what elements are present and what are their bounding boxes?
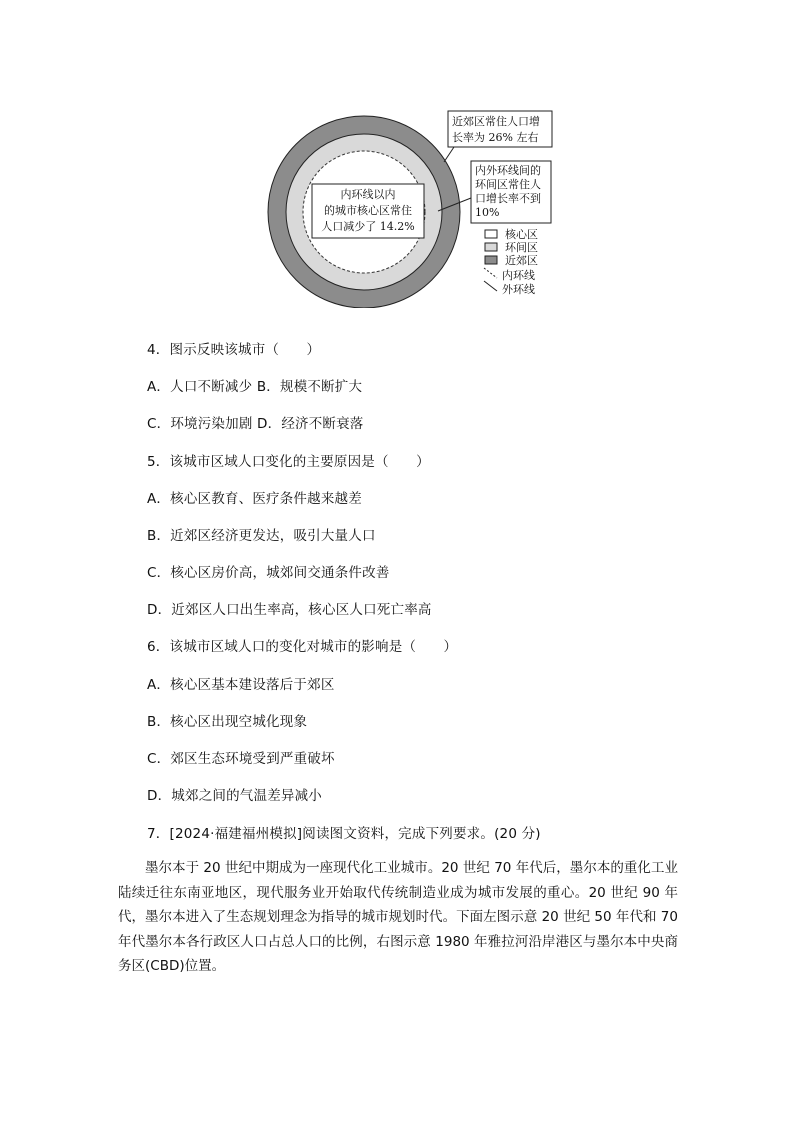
question-5-option-a: A．核心区教育、医疗条件越来越差 xyxy=(147,491,362,507)
question-6-option-d: D．城郊之间的气温差异减小 xyxy=(147,788,322,804)
ring-callout-line-1: 内外环线间的 xyxy=(475,164,541,177)
legend-outer-line-symbol xyxy=(484,281,497,291)
core-callout-line-1: 内环线以内 xyxy=(340,188,396,201)
question-4-option-cd: C．环境污染加剧 D．经济不断衰落 xyxy=(147,416,364,432)
question-5-option-c: C．核心区房价高，城郊间交通条件改善 xyxy=(147,565,390,581)
question-5-option-d: D．近郊区人口出生率高，核心区人口死亡率高 xyxy=(147,602,432,618)
suburb-callout-leader xyxy=(444,147,454,162)
question-5-option-b: B．近郊区经济更发达，吸引大量人口 xyxy=(147,528,376,544)
question-4-option-ab: A．人口不断减少 B．规模不断扩大 xyxy=(147,379,363,395)
legend-inner-line-symbol xyxy=(484,268,497,278)
city-ring-diagram xyxy=(262,108,562,308)
question-6-option-a: A．核心区基本建设落后于郊区 xyxy=(147,677,335,693)
legend-suburb-label: 近郊区 xyxy=(505,254,538,267)
ring-callout-line-3: 口增长率不到 xyxy=(475,192,541,205)
core-callout-line-3: 人口减少了 14.2% xyxy=(321,220,415,233)
legend-core-label: 核心区 xyxy=(505,228,538,241)
legend-outer-line-label: 外环线 xyxy=(502,283,535,296)
suburb-callout-line-2: 长率为 26% 左右 xyxy=(452,131,539,144)
legend-inner-line-label: 内环线 xyxy=(502,269,535,282)
question-5-stem: 5．该城市区域人口变化的主要原因是（ ） xyxy=(147,454,430,470)
core-callout-line-2: 的城市核心区常住 xyxy=(324,204,412,217)
question-6-stem: 6．该城市区域人口的变化对城市的影响是（ ） xyxy=(147,639,458,655)
question-7-stem: 7．[2024·福建福州模拟]阅读图文资料，完成下列要求。(20 分) xyxy=(147,826,541,842)
question-6-option-b: B．核心区出现空城化现象 xyxy=(147,714,308,730)
legend-ring-label: 环间区 xyxy=(505,241,538,254)
legend-core-swatch xyxy=(485,230,497,238)
legend-suburb-swatch xyxy=(485,256,497,264)
ring-callout-line-4: 10% xyxy=(475,206,500,219)
question-4-stem: 4．图示反映该城市（ ） xyxy=(147,342,321,358)
legend-ring-swatch xyxy=(485,243,497,251)
ring-callout-line-2: 环间区常住人 xyxy=(475,178,541,191)
suburb-callout-line-1: 近郊区常住人口增 xyxy=(452,115,540,128)
question-7-paragraph: 墨尔本于 20 世纪中期成为一座现代化工业城市。20 世纪 70 年代后，墨尔本的重化工业陆续迁往东南亚地区，现代服务业开始取代传统制造业成为城市发展的重心。20 世纪 90 年代，墨尔本进入了生态规划理念为指导的城市规划时代。下面左图示意 20 世纪 50 年代和 70 年代墨尔本各行政区人口占总人口的比例，右图示意 1980 年雅拉河沿岸港区与墨尔本中央商务区(CBD)位置。 xyxy=(118,860,678,974)
question-6-option-c: C．郊区生态环境受到严重破坏 xyxy=(147,751,335,767)
